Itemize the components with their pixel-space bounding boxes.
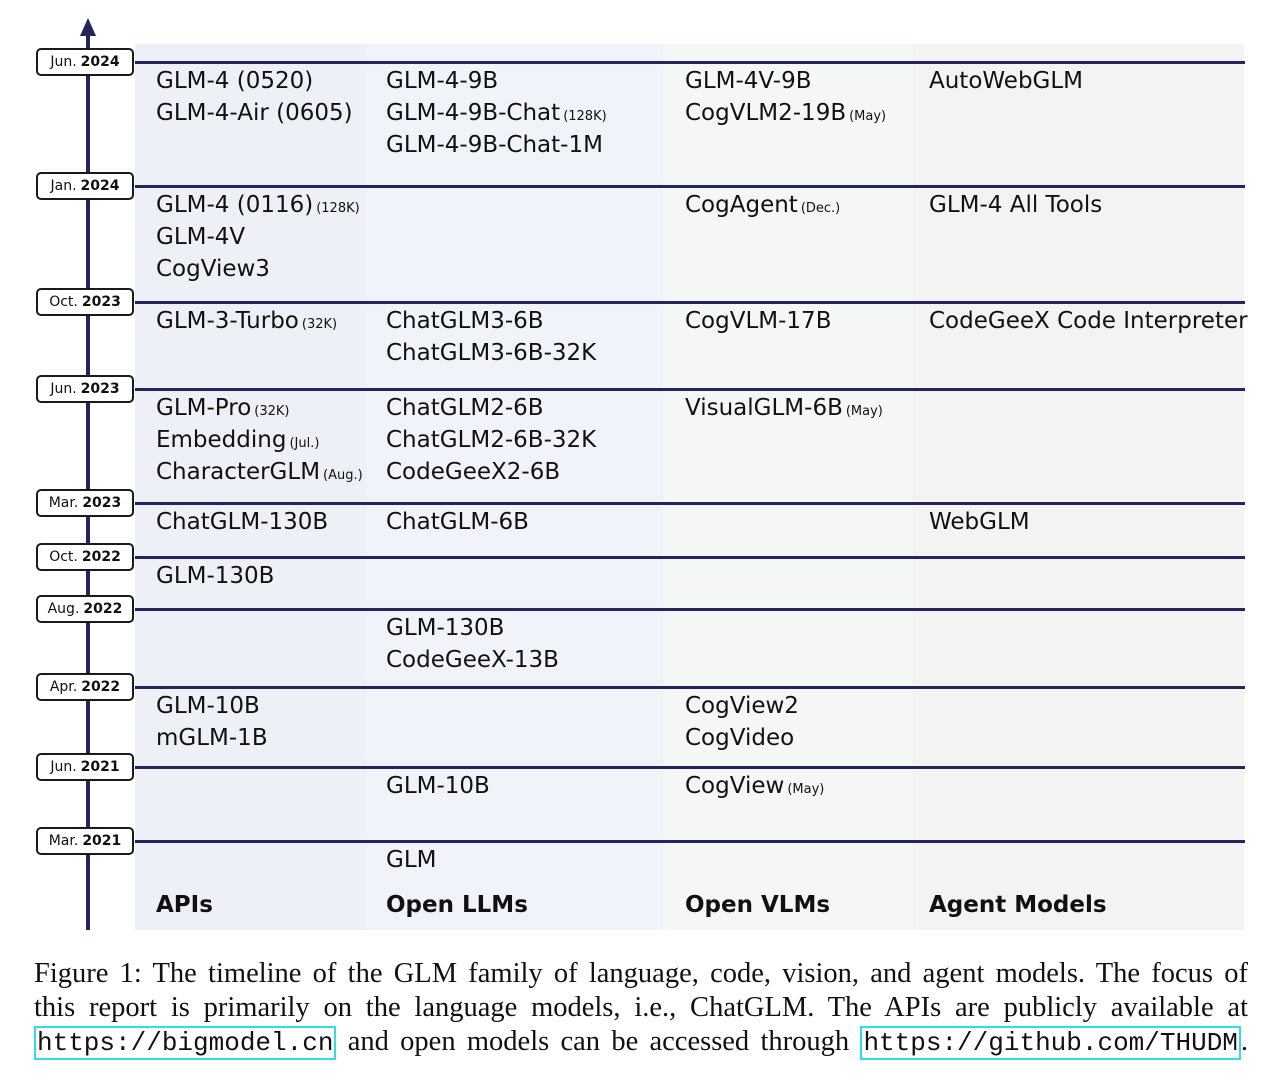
model-tag: (32K) xyxy=(301,317,338,332)
model-name: GLM-4-Air (0605) xyxy=(156,100,353,126)
date-label xyxy=(36,375,134,403)
model-entry xyxy=(929,506,1030,538)
date-month: Jan. xyxy=(50,178,77,194)
date-label xyxy=(36,172,134,200)
model-entry xyxy=(156,456,363,492)
model-entry xyxy=(386,844,436,876)
model-tag: (May) xyxy=(849,109,887,124)
caption-mid-text: and open models can be accessed through xyxy=(347,1026,850,1057)
model-tag: (128K) xyxy=(316,201,360,216)
date-year: 2024 xyxy=(80,54,120,70)
model-name: CogVideo xyxy=(685,725,795,751)
date-label xyxy=(36,753,134,781)
model-name: GLM-130B xyxy=(386,615,505,641)
model-entry xyxy=(156,97,353,129)
date-month: Mar. xyxy=(48,833,79,849)
date-label xyxy=(36,595,134,623)
timeline-divider xyxy=(135,840,1245,843)
model-name: GLM-4V xyxy=(156,224,246,250)
header-apis: APIs xyxy=(156,892,213,918)
model-name: ChatGLM3-6B-32K xyxy=(386,340,597,366)
model-name: ChatGLM2-6B-32K xyxy=(386,427,597,453)
model-entry xyxy=(156,424,319,460)
timeline-axis xyxy=(86,34,90,930)
model-name: CogView2 xyxy=(685,693,799,719)
timeline-arrow-icon xyxy=(80,18,96,36)
date-year: 2021 xyxy=(82,833,122,849)
model-tag: (32K) xyxy=(254,404,290,419)
model-entry xyxy=(685,392,883,428)
model-entry xyxy=(685,65,812,97)
model-entry xyxy=(685,97,886,133)
date-month: Oct. xyxy=(49,294,78,310)
model-tag: (Jul.) xyxy=(289,436,320,451)
model-entry xyxy=(386,65,498,97)
model-entry xyxy=(685,305,831,337)
model-name: GLM-4-9B xyxy=(386,68,499,94)
model-tag: (Aug.) xyxy=(323,468,363,483)
timeline-divider xyxy=(135,556,1245,559)
model-name: ChatGLM2-6B xyxy=(386,395,544,421)
model-entry xyxy=(386,392,544,424)
model-entry xyxy=(929,65,1083,97)
date-month: Aug. xyxy=(47,601,80,617)
date-year: 2022 xyxy=(81,679,121,695)
model-name: CodeGeeX-13B xyxy=(386,647,559,673)
model-entry xyxy=(156,690,260,722)
timeline-divider xyxy=(135,301,1245,304)
model-name: GLM-4V-9B xyxy=(685,68,812,94)
header-agent-models: Agent Models xyxy=(929,892,1107,918)
timeline-divider xyxy=(135,502,1245,505)
model-entry xyxy=(156,722,268,754)
model-entry xyxy=(386,129,603,161)
model-entry xyxy=(386,770,490,802)
model-tag: (May) xyxy=(845,404,883,419)
date-month: Jun. xyxy=(50,54,77,70)
model-tag: (Dec.) xyxy=(800,201,841,216)
date-month: Apr. xyxy=(49,679,78,695)
caption-line-1: Figure 1: The timeline of the GLM family of language, code, vision, and agent models. The focus of xyxy=(34,958,1248,989)
model-name: GLM xyxy=(386,847,437,873)
model-name: Embedding xyxy=(156,427,287,453)
date-year: 2021 xyxy=(80,759,120,775)
model-name: ChatGLM-6B xyxy=(386,509,529,535)
date-month: Jun. xyxy=(50,381,77,397)
model-name: GLM-4-9B-Chat-1M xyxy=(386,132,603,158)
model-entry xyxy=(156,560,274,592)
date-month: Jun. xyxy=(50,759,77,775)
timeline-divider xyxy=(135,766,1245,769)
model-entry xyxy=(386,337,596,369)
timeline-divider xyxy=(135,686,1245,689)
model-name: GLM-Pro xyxy=(156,395,252,421)
model-name: ChatGLM-130B xyxy=(156,509,329,535)
model-name: AutoWebGLM xyxy=(929,68,1084,94)
model-entry xyxy=(156,392,290,428)
model-name: GLM-10B xyxy=(386,773,490,799)
model-tag: (128K) xyxy=(563,109,607,124)
model-name: CogView3 xyxy=(156,256,270,282)
model-entry xyxy=(685,690,799,722)
model-name: GLM-4 All Tools xyxy=(929,192,1103,218)
model-tag: (May) xyxy=(787,782,825,797)
model-entry xyxy=(156,253,270,285)
date-label xyxy=(36,288,134,316)
model-name: GLM-4-9B-Chat xyxy=(386,100,561,126)
date-year: 2023 xyxy=(80,381,120,397)
model-entry xyxy=(386,644,559,676)
model-name: CodeGeeX2-6B xyxy=(386,459,561,485)
model-entry xyxy=(386,456,560,488)
date-year: 2024 xyxy=(80,178,120,194)
model-entry xyxy=(156,65,313,97)
model-entry xyxy=(386,424,596,456)
model-entry xyxy=(929,189,1102,221)
github-link[interactable]: https://github.com/THUDM xyxy=(860,1026,1240,1060)
date-month: Oct. xyxy=(49,549,78,565)
model-name: CogAgent xyxy=(685,192,798,218)
model-entry xyxy=(929,305,1248,337)
model-entry xyxy=(386,97,607,133)
model-entry xyxy=(156,506,328,538)
model-entry xyxy=(156,221,245,253)
timeline-divider xyxy=(135,61,1245,64)
date-label xyxy=(36,489,134,517)
header-open-vlms: Open VLMs xyxy=(685,892,831,918)
model-name: WebGLM xyxy=(929,509,1030,535)
model-entry xyxy=(685,189,840,225)
date-year: 2023 xyxy=(81,294,121,310)
model-entry xyxy=(685,770,824,806)
caption-line-3 xyxy=(34,1025,1248,1060)
model-name: GLM-4 (0520) xyxy=(156,68,314,94)
date-year: 2022 xyxy=(81,549,121,565)
caption-line-2: this report is primarily on the language models, i.e., ChatGLM. The APIs are publicly available at xyxy=(34,992,1248,1023)
model-entry xyxy=(386,305,544,337)
caption-period: . xyxy=(1240,1026,1249,1057)
model-name: GLM-4 (0116) xyxy=(156,192,314,218)
date-label xyxy=(36,48,134,76)
model-name: CogView xyxy=(685,773,785,799)
model-name: VisualGLM-6B xyxy=(685,395,843,421)
header-open-llms: Open LLMs xyxy=(386,892,528,918)
model-entry xyxy=(685,722,794,754)
model-name: GLM-10B xyxy=(156,693,260,719)
date-label xyxy=(36,673,134,701)
date-label xyxy=(36,827,134,855)
date-label xyxy=(36,543,134,571)
timeline-divider xyxy=(135,388,1245,391)
model-name: CogVLM2-19B xyxy=(685,100,847,126)
model-entry xyxy=(156,189,360,225)
model-name: CogVLM-17B xyxy=(685,308,832,334)
bigmodel-link[interactable]: https://bigmodel.cn xyxy=(34,1026,336,1060)
agent-models-column xyxy=(913,44,1244,930)
date-year: 2023 xyxy=(82,495,122,511)
model-name: mGLM-1B xyxy=(156,725,268,751)
model-entry xyxy=(386,612,504,644)
model-name: CodeGeeX Code Interpreter xyxy=(929,308,1248,334)
date-year: 2022 xyxy=(83,601,123,617)
model-name: GLM-130B xyxy=(156,563,275,589)
model-name: ChatGLM3-6B xyxy=(386,308,544,334)
model-entry xyxy=(386,506,529,538)
timeline-divider xyxy=(135,608,1245,611)
model-entry xyxy=(156,305,337,341)
date-month: Mar. xyxy=(48,495,79,511)
figure-caption xyxy=(34,957,1248,1060)
timeline-divider xyxy=(135,185,1245,188)
model-name: GLM-3-Turbo xyxy=(156,308,299,334)
model-name: CharacterGLM xyxy=(156,459,321,485)
